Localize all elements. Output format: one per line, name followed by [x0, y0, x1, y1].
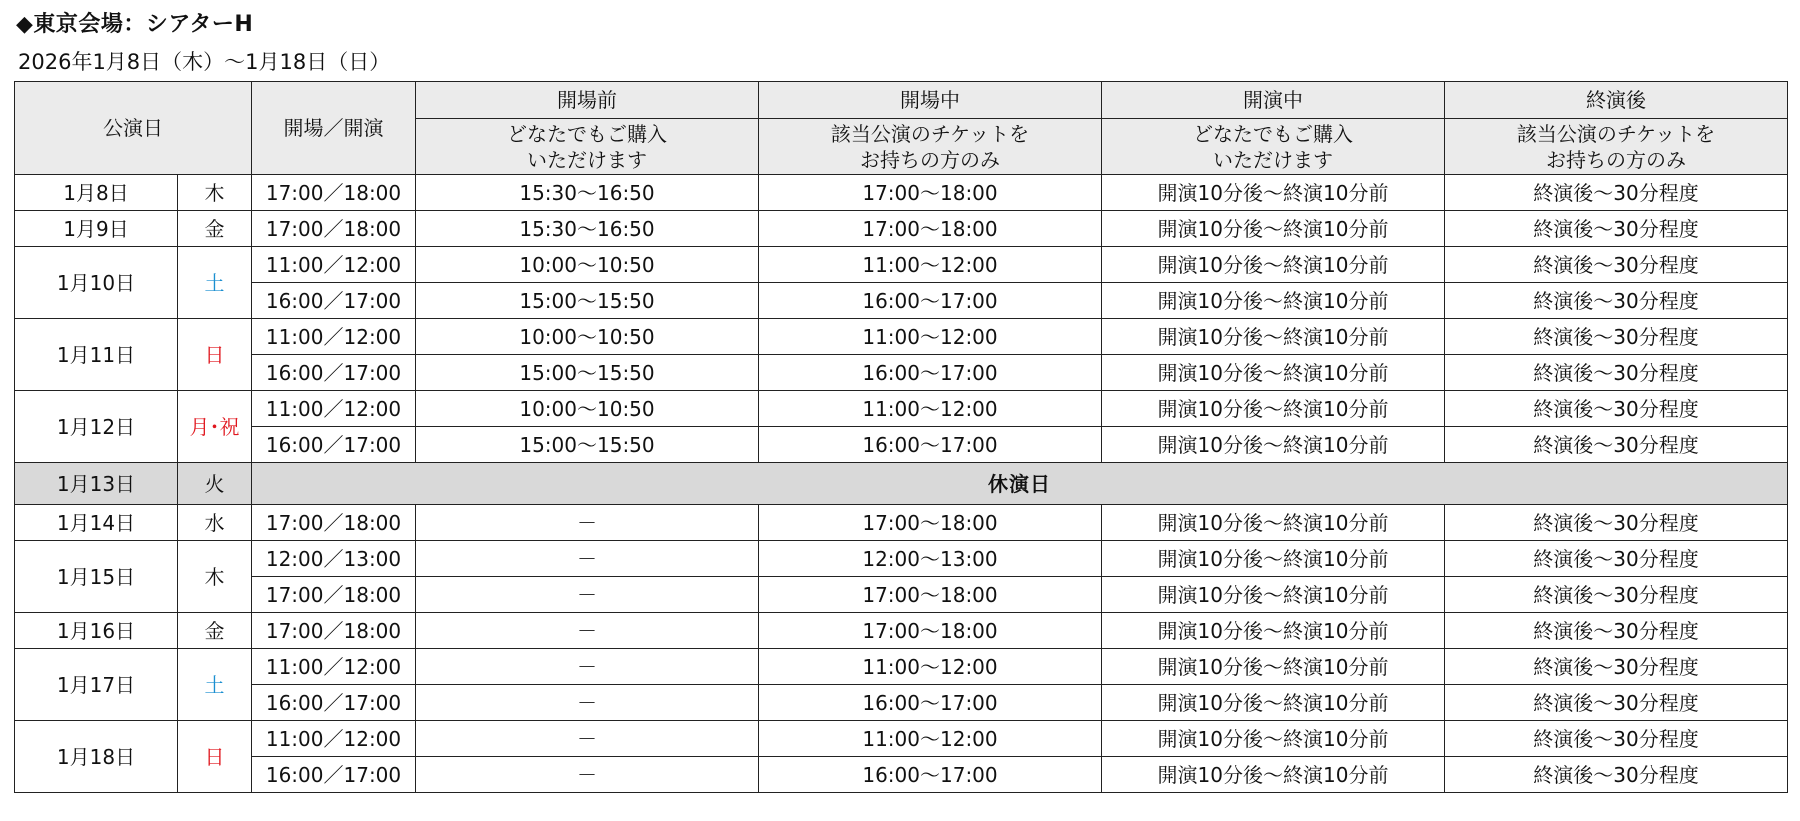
schedule-table	[14, 81, 1788, 793]
before-open-cell: 15:00～15:50	[416, 283, 759, 319]
show-time-cell: 17:00／18:00	[252, 613, 416, 649]
during-show-cell: 開演10分後～終演10分前	[1102, 427, 1445, 463]
show-time-cell: 16:00／17:00	[252, 283, 416, 319]
show-time-cell: 16:00／17:00	[252, 427, 416, 463]
before-open-cell: －	[416, 721, 759, 757]
after-show-cell: 終演後～30分程度	[1445, 355, 1788, 391]
header-desc-opening	[759, 119, 1102, 175]
table-row	[15, 757, 1788, 793]
before-open-cell: －	[416, 757, 759, 793]
before-open-cell: －	[416, 541, 759, 577]
during-open-cell: 17:00～18:00	[759, 577, 1102, 613]
header-group-before: 開場前	[416, 82, 759, 119]
during-show-cell: 開演10分後～終演10分前	[1102, 541, 1445, 577]
before-open-cell: 10:00～10:50	[416, 247, 759, 283]
during-show-cell: 開演10分後～終演10分前	[1102, 355, 1445, 391]
after-show-cell: 終演後～30分程度	[1445, 757, 1788, 793]
date-cell: 1月14日	[15, 505, 178, 541]
header-date: 公演日	[15, 82, 252, 175]
show-time-cell: 16:00／17:00	[252, 685, 416, 721]
table-row	[15, 355, 1788, 391]
during-open-cell: 16:00～17:00	[759, 427, 1102, 463]
table-row	[15, 211, 1788, 247]
table-row	[15, 613, 1788, 649]
before-open-cell: 15:00～15:50	[416, 427, 759, 463]
during-open-cell: 16:00～17:00	[759, 757, 1102, 793]
during-show-cell: 開演10分後～終演10分前	[1102, 319, 1445, 355]
after-show-cell: 終演後～30分程度	[1445, 721, 1788, 757]
show-time-cell: 16:00／17:00	[252, 757, 416, 793]
table-row	[15, 541, 1788, 577]
table-row-closed	[15, 463, 1788, 505]
before-open-cell: －	[416, 505, 759, 541]
table-row	[15, 505, 1788, 541]
before-open-cell: 10:00～10:50	[416, 391, 759, 427]
during-open-cell: 17:00～18:00	[759, 505, 1102, 541]
during-open-cell: 11:00～12:00	[759, 247, 1102, 283]
show-time-cell: 11:00／12:00	[252, 247, 416, 283]
date-cell: 1月16日	[15, 613, 178, 649]
weekday-cell: 木	[178, 541, 252, 613]
after-show-cell: 終演後～30分程度	[1445, 685, 1788, 721]
during-show-cell: 開演10分後～終演10分前	[1102, 391, 1445, 427]
during-show-cell: 開演10分後～終演10分前	[1102, 247, 1445, 283]
header-group-during: 開演中	[1102, 82, 1445, 119]
during-open-cell: 11:00～12:00	[759, 319, 1102, 355]
before-open-cell: －	[416, 577, 759, 613]
header-desc-before	[416, 119, 759, 175]
during-show-cell: 開演10分後～終演10分前	[1102, 577, 1445, 613]
during-show-cell: 開演10分後～終演10分前	[1102, 685, 1445, 721]
venue-title: ◆東京会場：シアターH	[16, 12, 254, 37]
during-show-cell: 開演10分後～終演10分前	[1102, 505, 1445, 541]
header-desc-text: どなたでもご購入 いただけます	[507, 121, 667, 172]
show-time-cell: 11:00／12:00	[252, 319, 416, 355]
weekday-cell: 金	[178, 613, 252, 649]
table-row	[15, 577, 1788, 613]
after-show-cell: 終演後～30分程度	[1445, 283, 1788, 319]
before-open-cell: 15:30～16:50	[416, 175, 759, 211]
header-desc-during	[1102, 119, 1445, 175]
weekday-cell: 日	[178, 319, 252, 391]
date-cell: 1月8日	[15, 175, 178, 211]
during-open-cell: 17:00～18:00	[759, 175, 1102, 211]
show-time-cell: 17:00／18:00	[252, 211, 416, 247]
during-show-cell: 開演10分後～終演10分前	[1102, 211, 1445, 247]
show-time-cell: 11:00／12:00	[252, 649, 416, 685]
table-header	[15, 82, 1788, 175]
weekday-cell: 土	[178, 247, 252, 319]
after-show-cell: 終演後～30分程度	[1445, 247, 1788, 283]
weekday-cell: 木	[178, 175, 252, 211]
period-text: 2026年1月8日（木）～1月18日（日）	[18, 50, 391, 74]
weekday-cell: 金	[178, 211, 252, 247]
after-show-cell: 終演後～30分程度	[1445, 613, 1788, 649]
during-show-cell: 開演10分後～終演10分前	[1102, 175, 1445, 211]
after-show-cell: 終演後～30分程度	[1445, 319, 1788, 355]
header-group-opening: 開場中	[759, 82, 1102, 119]
show-time-cell: 17:00／18:00	[252, 175, 416, 211]
during-open-cell: 16:00～17:00	[759, 355, 1102, 391]
table-row	[15, 175, 1788, 211]
before-open-cell: －	[416, 649, 759, 685]
during-open-cell: 11:00～12:00	[759, 649, 1102, 685]
before-open-cell: －	[416, 613, 759, 649]
show-time-cell: 11:00／12:00	[252, 391, 416, 427]
closed-day-cell: 休演日	[252, 463, 1788, 505]
header-group-after: 終演後	[1445, 82, 1788, 119]
after-show-cell: 終演後～30分程度	[1445, 391, 1788, 427]
header-desc-text: どなたでもご購入 いただけます	[1193, 121, 1353, 172]
date-cell: 1月9日	[15, 211, 178, 247]
after-show-cell: 終演後～30分程度	[1445, 505, 1788, 541]
during-open-cell: 12:00～13:00	[759, 541, 1102, 577]
after-show-cell: 終演後～30分程度	[1445, 211, 1788, 247]
table-row	[15, 685, 1788, 721]
show-time-cell: 12:00／13:00	[252, 541, 416, 577]
date-cell: 1月13日	[15, 463, 178, 505]
date-cell: 1月18日	[15, 721, 178, 793]
table-row	[15, 319, 1788, 355]
header-time: 開場／開演	[252, 82, 416, 175]
table-row	[15, 283, 1788, 319]
table-row	[15, 247, 1788, 283]
before-open-cell: 10:00～10:50	[416, 319, 759, 355]
table-row	[15, 427, 1788, 463]
header-desc-text: 該当公演のチケットを お持ちの方のみ	[1516, 121, 1716, 172]
weekday-cell: 日	[178, 721, 252, 793]
header-desc-after	[1445, 119, 1788, 175]
show-time-cell: 11:00／12:00	[252, 721, 416, 757]
before-open-cell: 15:30～16:50	[416, 211, 759, 247]
weekday-cell: 月･祝	[178, 391, 252, 463]
date-cell: 1月12日	[15, 391, 178, 463]
weekday-cell: 水	[178, 505, 252, 541]
during-show-cell: 開演10分後～終演10分前	[1102, 649, 1445, 685]
during-open-cell: 11:00～12:00	[759, 721, 1102, 757]
after-show-cell: 終演後～30分程度	[1445, 175, 1788, 211]
during-open-cell: 16:00～17:00	[759, 283, 1102, 319]
during-show-cell: 開演10分後～終演10分前	[1102, 613, 1445, 649]
show-time-cell: 16:00／17:00	[252, 355, 416, 391]
show-time-cell: 17:00／18:00	[252, 505, 416, 541]
during-show-cell: 開演10分後～終演10分前	[1102, 283, 1445, 319]
date-cell: 1月15日	[15, 541, 178, 613]
after-show-cell: 終演後～30分程度	[1445, 427, 1788, 463]
date-cell: 1月11日	[15, 319, 178, 391]
weekday-cell: 土	[178, 649, 252, 721]
before-open-cell: 15:00～15:50	[416, 355, 759, 391]
after-show-cell: 終演後～30分程度	[1445, 649, 1788, 685]
table-row	[15, 721, 1788, 757]
header-desc-text: 該当公演のチケットを お持ちの方のみ	[830, 121, 1030, 172]
during-show-cell: 開演10分後～終演10分前	[1102, 757, 1445, 793]
date-cell: 1月10日	[15, 247, 178, 319]
weekday-cell: 火	[178, 463, 252, 505]
during-open-cell: 17:00～18:00	[759, 211, 1102, 247]
during-open-cell: 16:00～17:00	[759, 685, 1102, 721]
before-open-cell: －	[416, 685, 759, 721]
table-body	[15, 175, 1788, 793]
during-open-cell: 11:00～12:00	[759, 391, 1102, 427]
date-cell: 1月17日	[15, 649, 178, 721]
during-open-cell: 17:00～18:00	[759, 613, 1102, 649]
after-show-cell: 終演後～30分程度	[1445, 541, 1788, 577]
after-show-cell: 終演後～30分程度	[1445, 577, 1788, 613]
table-row	[15, 391, 1788, 427]
table-row	[15, 649, 1788, 685]
show-time-cell: 17:00／18:00	[252, 577, 416, 613]
during-show-cell: 開演10分後～終演10分前	[1102, 721, 1445, 757]
